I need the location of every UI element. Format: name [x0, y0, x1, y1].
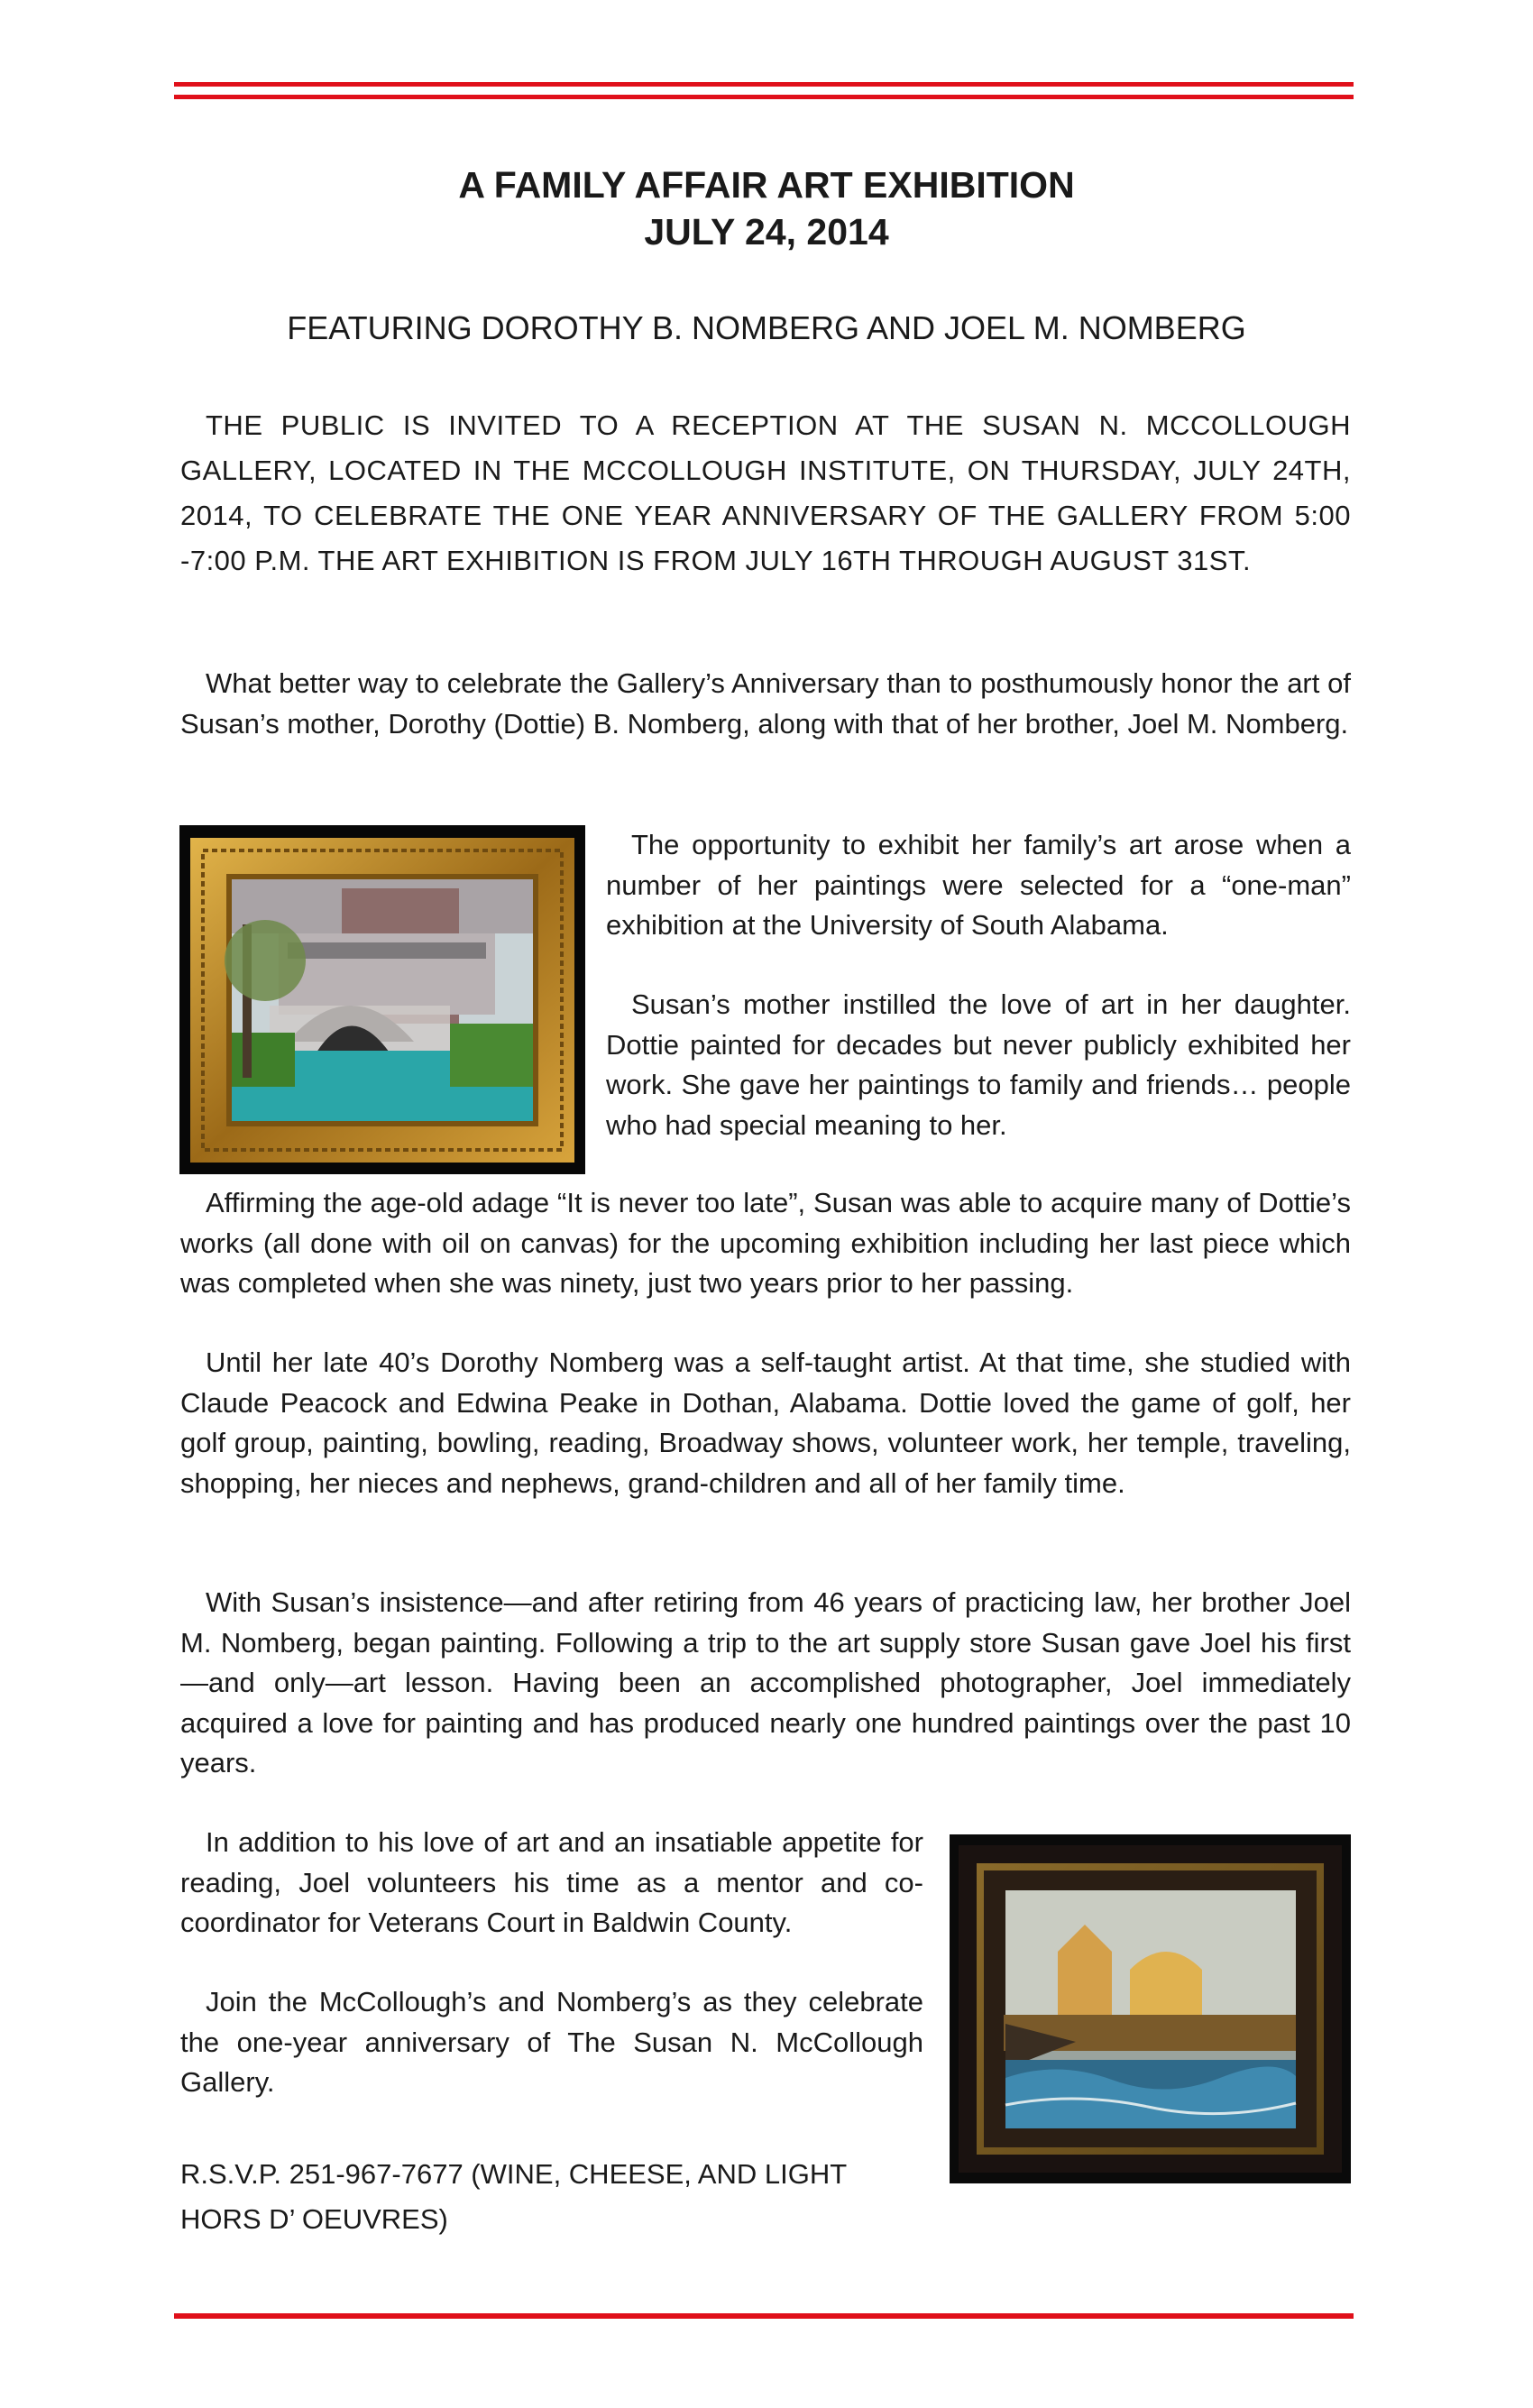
volunteer-paragraph: In addition to his love of art and an insatiable appetite for reading, Joel volunteers his time as a mentor and co-coordinator for Veterans Court in Baldwin County. [180, 1826, 923, 1938]
dorothy-paragraph: Until her late 40’s Dorothy Nomberg was a self-taught artist. At that time, she studied with Claude Peacock and Edwina Peake in Dothan, Alabama. Dottie loved the game of golf, her golf group, painting, bowling, reading, Broadway shows, volunteer work, her temple, traveling, shopping, her nieces and nephews, grand-children and all of her family time. [180, 1346, 1351, 1499]
adage-paragraph: Affirming the age-old adage “It is never too late”, Susan was able to acquire many of Dottie’s works (all done with oil on canvas) for the upcoming exhibition including her last piece which was completed when she was ninety, just two years prior to her passing. [180, 1187, 1351, 1299]
framed-painting-bridge-icon [179, 825, 585, 1174]
joel-paragraph: With Susan’s insistence—and after retiring from 46 years of practicing law, her brother Joel M. Nomberg, began painting. Following a trip to the art supply store Susan gave Joel his first—and only—art lesson. Having been an accomplished photographer, Joel immediately acquired a love for painting and has produced nearly one hundred paintings over the past 10 years. [180, 1586, 1351, 1778]
rsvp-line: R.S.V.P. 251-967-7677 (WINE, CHEESE, AND LIGHT HORS D’ OEUVRES) [180, 2158, 847, 2235]
framed-painting-towers-icon [950, 1834, 1351, 2183]
invitation-paragraph: THE PUBLIC IS INVITED TO A RECEPTION AT THE SUSAN N. MCCOLLOUGH GALLERY, LOCATED IN THE MCCOLLOUGH INSTITUTE, ON THURSDAY, JULY 24TH, 2014, TO CELEBRATE THE ONE YEAR ANNIVERSARY OF THE GALLERY FROM 5:00 -7:00 P.M. THE ART EXHIBITION IS FROM JULY 16TH THROUGH AUGUST 31ST. [180, 409, 1351, 576]
top-rule [174, 82, 1354, 87]
join-paragraph: Join the McCollough’s and Nomberg’s as they celebrate the one-year anniversary of The Susan N. McCollough Gallery. [180, 1986, 923, 2098]
opportunity-paragraph: The opportunity to exhibit her family’s art arose when a number of her paintings were selected for a “one-man” exhibition at the University of South Alabama. [606, 829, 1351, 941]
event-date: JULY 24, 2014 [644, 211, 889, 253]
featuring-line: FEATURING DOROTHY B. NOMBERG AND JOEL M. NOMBERG [287, 309, 1246, 346]
celebrate-paragraph: What better way to celebrate the Gallery’s Anniversary than to posthumously honor the art of Susan’s mother, Dorothy (Dottie) B. Nomberg, along with that of her brother, Joel M. Nomberg. [180, 667, 1351, 740]
top-rule-second [174, 95, 1354, 99]
instilled-paragraph: Susan’s mother instilled the love of art in her daughter. Dottie painted for decades but never publicly exhibited her work. She gave her paintings to family and friends… people who had special meaning to her. [606, 988, 1351, 1141]
bottom-rule [174, 2313, 1354, 2319]
page-title: A FAMILY AFFAIR ART EXHIBITION [458, 164, 1075, 206]
